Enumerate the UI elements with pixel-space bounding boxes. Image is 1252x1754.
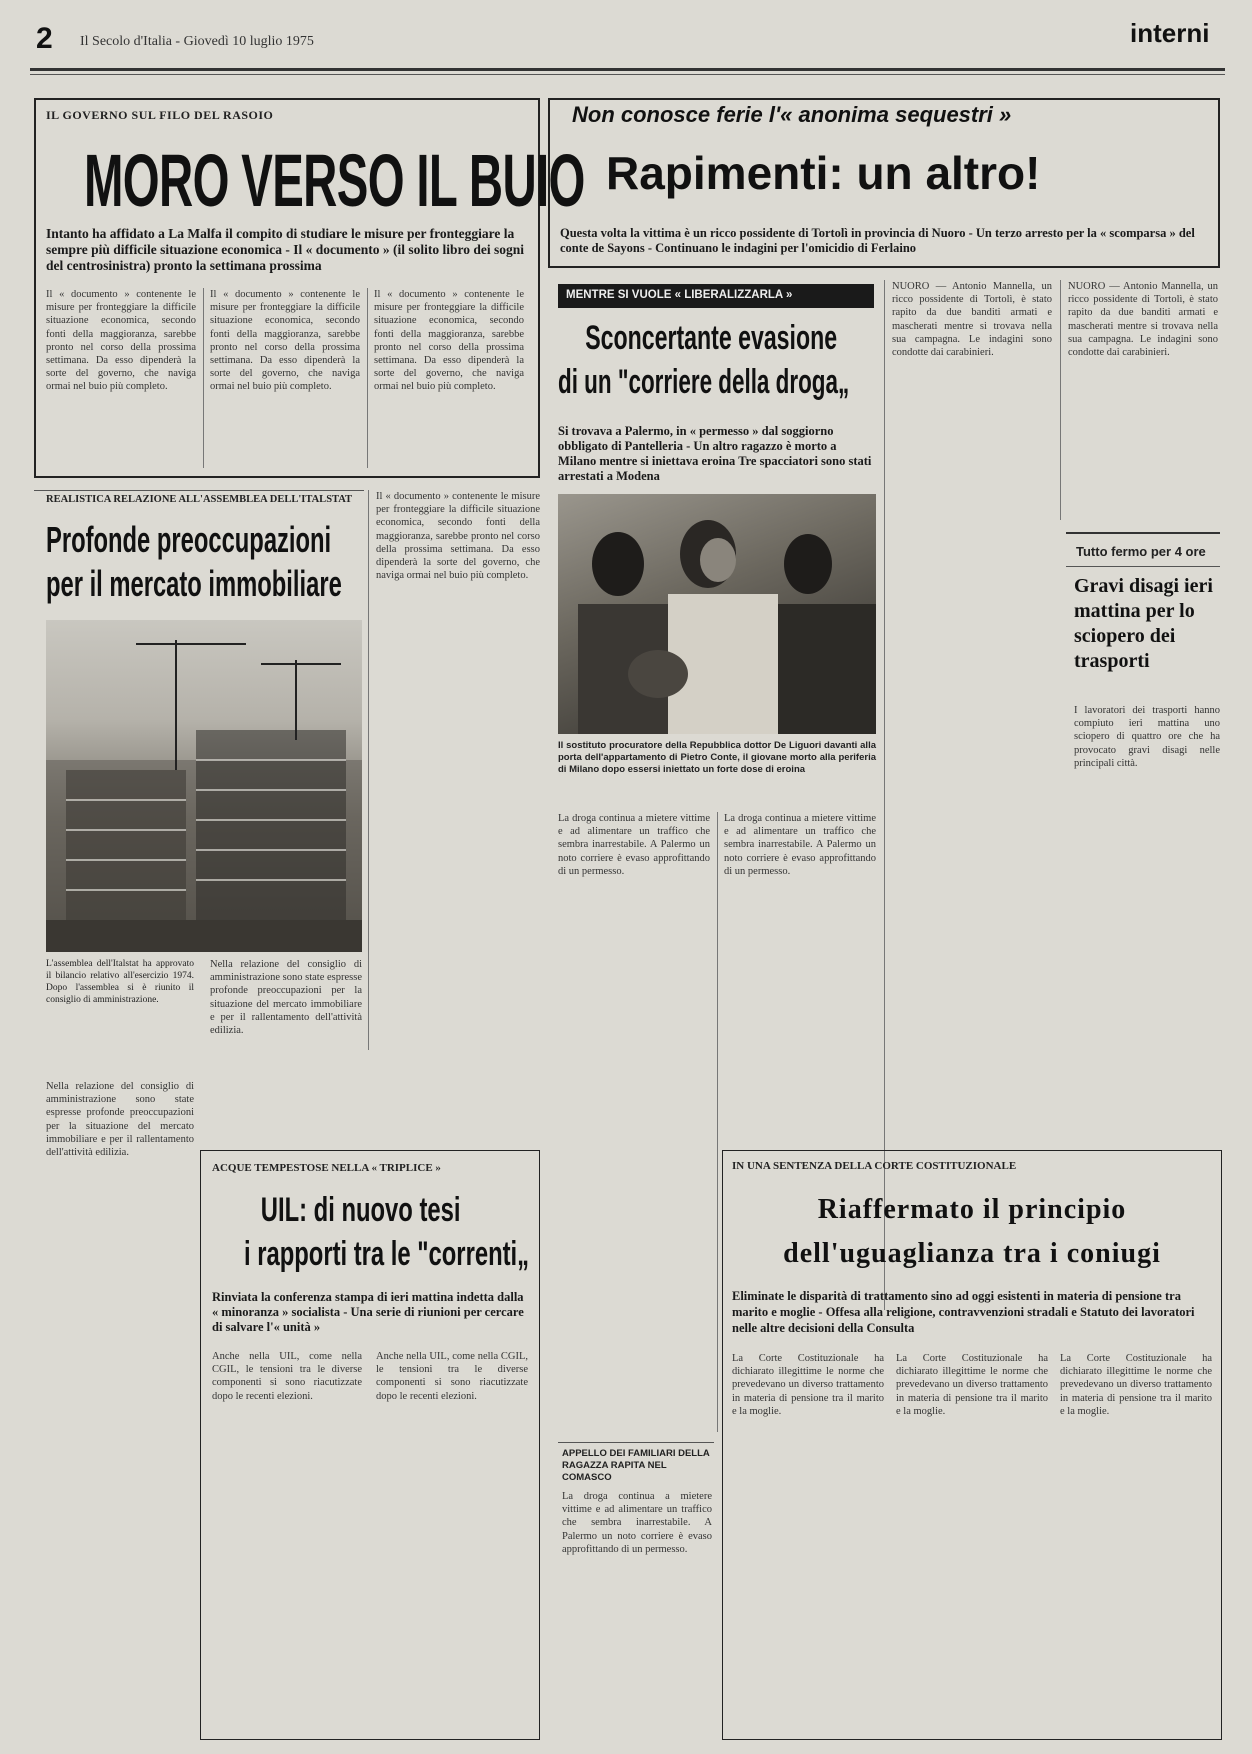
droga-photo-drawing (558, 494, 876, 734)
appello-body: La droga continua a mietere vittime e ad alimentare un traffico che sembra inarrestabile. A Palermo un noto corriere è evaso approfittando di un permesso. (562, 1491, 712, 1555)
uil-deck: Rinviata la conferenza stampa di ieri mattina indetta dalla « minoranza » socialista - Una serie di riunioni per cercare di salvare l'« unità » (212, 1290, 524, 1334)
column-rule (1060, 280, 1061, 520)
rapimenti-body-col1: NUORO — Antonio Mannella, un ricco possidente di Tortolì, è stato rapito da due banditi armati e mascherati mentre si trovava nella sua campagna. Le indagini sono condotte dai carabinieri. (892, 281, 1052, 359)
droga-headline-line2: di un "corriere della droga„ (558, 363, 850, 401)
uil-headline (244, 1188, 534, 1284)
appello-rule (558, 1442, 714, 1443)
uil-body-col1: Anche nella UIL, come nella CGIL, le tensioni tra le diverse componenti si sono riacutizzate dopo le recenti elezioni. (212, 1351, 362, 1402)
italstat-headline-line2: per il mercato immobiliare (46, 563, 342, 604)
italstat-kicker: REALISTICA RELAZIONE ALL'ASSEMBLEA DELL'ITALSTAT (46, 494, 353, 505)
moro-body-col1: Il « documento » contenente le misure per fronteggiare la difficile situazione economica, secondo fonti della maggioranza, sarebbe pronto nel corso della prossima settimana. Da esso dipenderà la sorte del governo, che naviga ormai nel buio più completo. (46, 289, 196, 393)
italstat-headline-line1: Profonde preoccupazioni (46, 519, 332, 560)
moro-deck: Intanto ha affidato a La Malfa il compito di studiare le misure per fronteggiare la sempre più difficile situazione economica - Il « documento » (il solito libro dei sogni del centrosinistra) pronto la settimana prossima (46, 226, 524, 273)
section-label: interni (1130, 18, 1210, 48)
building-photo (46, 620, 362, 952)
masthead-date: Il Secolo d'Italia - Giovedì 10 luglio 1975 (80, 34, 314, 49)
italstat-headline (46, 518, 362, 618)
droga-body-col1: La droga continua a mietere vittime e ad alimentare un traffico che sembra inarrestabile. A Palermo un noto corriere è evaso approfittando di un permesso. (558, 813, 710, 877)
rapimenti-kicker: Non conosce ferie l'« anonima sequestri » (572, 102, 1012, 127)
moro-body-col3: Il « documento » contenente le misure per fronteggiare la difficile situazione economica, secondo fonti della maggioranza, sarebbe pronto nel corso della prossima settimana. Da esso dipenderà la sorte del governo, che naviga ormai nel buio più completo. (374, 289, 524, 393)
column-rule (368, 490, 369, 1050)
droga-photo (558, 494, 876, 734)
column-rule (717, 812, 718, 1432)
appello-heading: APPELLO DEI FAMILIARI DELLA RAGAZZA RAPITA NEL COMASCO (562, 1448, 710, 1483)
uil-headline-line1: UIL: di nuovo tesi (260, 1191, 461, 1229)
rapimenti-body-col2: NUORO — Antonio Mannella, un ricco possidente di Tortolì, è stato rapito da due banditi armati e mascherati mentre si trovava nella sua campagna. Le indagini sono condotte dai carabinieri. (1068, 281, 1218, 359)
uil-kicker: ACQUE TEMPESTOSE NELLA « TRIPLICE » (212, 1162, 441, 1174)
moro-col-rule (367, 288, 368, 468)
trasporti-kicker-rule (1066, 566, 1220, 567)
trasporti-headline: Gravi disagi ieri mattina per lo sciopero dei trasporti (1074, 575, 1213, 672)
moro-headline-text: MORO VERSO IL BUIO (84, 139, 585, 222)
moro-headline (84, 139, 585, 230)
masthead-rule-thin (30, 74, 1225, 75)
droga-photo-caption: Il sostituto procuratore della Repubblica dottor De Liguori davanti alla porta dell'appartamento di Pietro Conte, il giovane morto alla periferia di Milano dopo essersi iniettato un forte dose di eroina (558, 740, 876, 775)
italstat-body-bottom: Nella relazione del consiglio di amministrazione sono state espresse profonde preoccupazioni per la situazione del mercato immobiliare e per il rallentamento dell'attività edilizia. (46, 1081, 194, 1159)
droga-deck: Si trovava a Palermo, in « permesso » dal soggiorno obbligato di Pantelleria - Un altro ragazzo è morto a Milano mentre si iniettava eroina Tre spacciatori sono stati arrestati a Modena (558, 424, 872, 483)
moro-continuation: Il « documento » contenente le misure per fronteggiare la difficile situazione economica, secondo fonti della maggioranza, sarebbe pronto nel corso della prossima settimana. Da esso dipenderà la sorte del governo, che naviga ormai nel buio più completo. (376, 491, 540, 582)
uil-headline-line2: i rapporti tra le "correnti„ (244, 1235, 530, 1273)
consulta-kicker: IN UNA SENTENZA DELLA CORTE COSTITUZIONALE (732, 1160, 1017, 1172)
droga-body-col2: La droga continua a mietere vittime e ad alimentare un traffico che sembra inarrestabile. A Palermo un noto corriere è evaso approfittando di un permesso. (724, 813, 876, 877)
consulta-headline-line1: Riaffermato il principio (817, 1194, 1127, 1225)
italstat-body-right: Nella relazione del consiglio di amministrazione sono state espresse profonde preoccupazioni per la situazione del mercato immobiliare e per il rallentamento dell'attività edilizia. (210, 959, 362, 1037)
droga-kicker: MENTRE SI VUOLE « LIBERALIZZARLA » (566, 289, 793, 301)
trasporti-body: I lavoratori dei trasporti hanno compiuto ieri mattina uno sciopero di quattro ore che ha provocato gravi disagi nelle principali città. (1074, 705, 1220, 769)
uil-body-col2: Anche nella UIL, come nella CGIL, le tensioni tra le diverse componenti si sono riacutizzate dopo le recenti elezioni. (376, 1351, 528, 1402)
consulta-body-col3: La Corte Costituzionale ha dichiarato illegittime le norme che prevedevano un diverso trattamento in materia di pensione tra il marito e la moglie. (1060, 1353, 1212, 1417)
moro-body-col2: Il « documento » contenente le misure per fronteggiare la difficile situazione economica, secondo fonti della maggioranza, sarebbe pronto nel corso della prossima settimana. Da esso dipenderà la sorte del governo, che naviga ormai nel buio più completo. (210, 289, 360, 393)
consulta-body-col1: La Corte Costituzionale ha dichiarato illegittime le norme che prevedevano un diverso trattamento in materia di pensione tra il marito e la moglie. (732, 1353, 884, 1417)
masthead-rule (30, 68, 1225, 71)
page-number: 2 (36, 22, 53, 55)
droga-headline (558, 316, 876, 416)
trasporti-kicker: Tutto fermo per 4 ore (1076, 544, 1206, 559)
consulta-deck: Eliminate le disparità di trattamento sino ad oggi esistenti in materia di pensione tra marito e moglie - Offesa alla religione, contravvenzioni stradali e Statuto dei lavoratori nelle altre decisioni della Consulta (732, 1289, 1195, 1335)
italstat-top-rule (34, 490, 364, 491)
rapimenti-headline: Rapimenti: un altro! (606, 147, 1041, 199)
building-photo-drawing (46, 620, 362, 952)
consulta-body-col2: La Corte Costituzionale ha dichiarato illegittime le norme che prevedevano un diverso trattamento in materia di pensione tra il marito e la moglie. (896, 1353, 1048, 1417)
consulta-headline (732, 1188, 1212, 1284)
droga-headline-line1: Sconcertante evasione (585, 319, 838, 357)
moro-col-rule (203, 288, 204, 468)
consulta-headline-line2: dell'uguaglianza tra i coniugi (783, 1238, 1161, 1269)
trasporti-top-rule (1066, 532, 1220, 534)
moro-kicker: IL GOVERNO SUL FILO DEL RASOIO (46, 108, 274, 122)
rapimenti-deck: Questa volta la vittima è un ricco possidente di Tortolì in provincia di Nuoro - Un terzo arresto per la « scomparsa » del conte de Sayons - Continuano le indagini per l'omicidio di Ferlaino (560, 226, 1195, 255)
italstat-photo-caption: L'assemblea dell'Italstat ha approvato il bilancio relativo all'esercizio 1974. Dopo l'assemblea si è riunito il consiglio di amministrazione. (46, 959, 194, 1005)
